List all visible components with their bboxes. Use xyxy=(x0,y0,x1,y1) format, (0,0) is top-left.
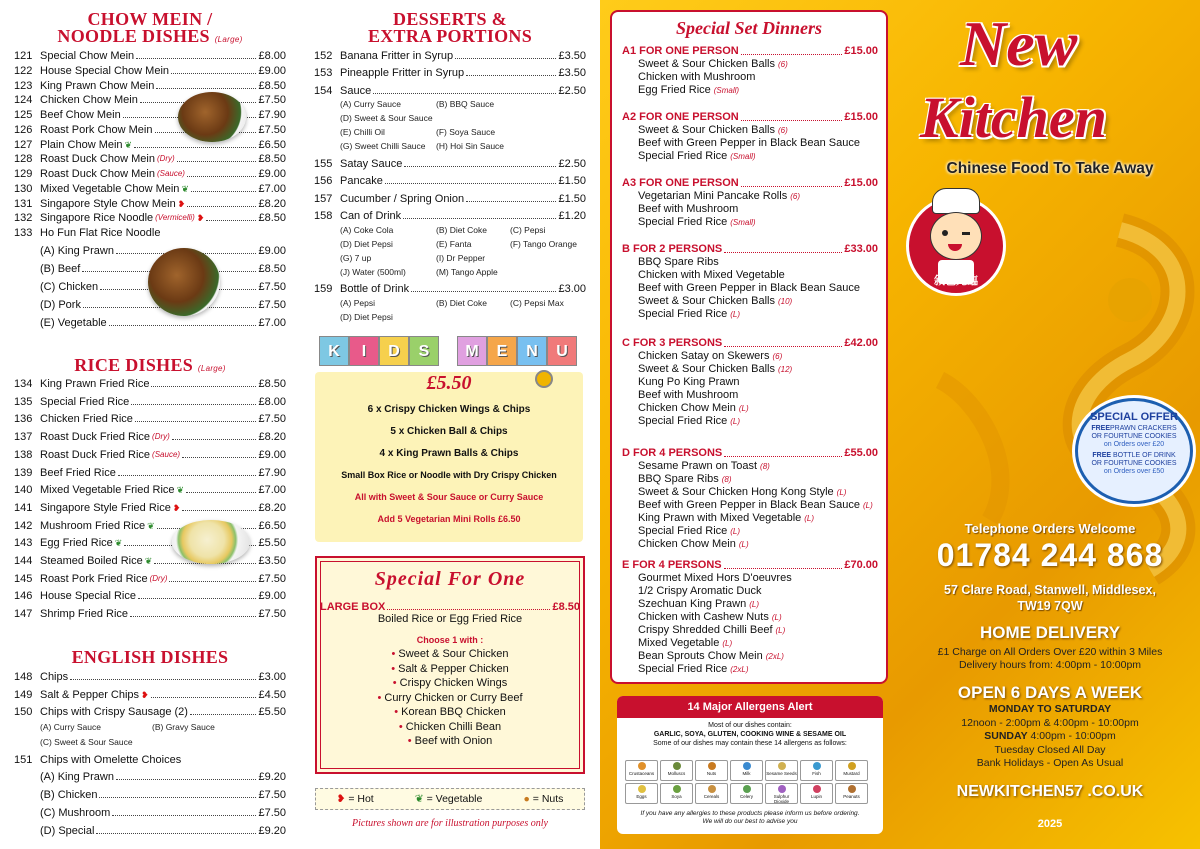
fried-rice-photo xyxy=(172,520,250,564)
delivery-info: £1 Charge on All Orders Over £20 within 3 Miles Delivery hours from: 4:00pm - 10:00pm xyxy=(937,646,1163,671)
sauce-option: (A) Curry Sauce xyxy=(340,99,401,109)
chili-icon: ❥ xyxy=(336,793,346,805)
chili-icon: ❥ xyxy=(177,198,186,209)
year: 2025 xyxy=(1037,818,1063,830)
brand-name-1: New xyxy=(960,8,1078,79)
allergen-icon: Celery xyxy=(730,783,763,804)
allergen-icon: Lupin xyxy=(800,783,833,804)
set-dinner-item: Chicken with Mushroom xyxy=(638,71,756,83)
menu-item: (D) Pork £7.50 xyxy=(40,299,286,311)
allergens-title: 14 Major Allergens Alert xyxy=(617,696,883,718)
menu-item: 125 Beef Chow Mein £7.90 xyxy=(14,109,286,121)
allergen-icon: Nuts xyxy=(695,760,728,781)
veg-icon: ❦ xyxy=(144,556,153,566)
menu-item: 153 Pineapple Fritter in Syrup £3.50 xyxy=(314,67,586,80)
set-dinner: C FOR 3 PERSONS £42.00 Chicken Satay on Skewers (6) Sweet & Sour Chicken Balls (12) Kung Po King Prawn Beef with Mushroom Chicken Chow Mein (L) Special Fried Rice (L) xyxy=(622,337,878,427)
drink-option: (I) Dr Pepper xyxy=(436,253,486,263)
veg-icon: ❦ xyxy=(124,139,133,150)
special-option: • Salt & Pepper Chicken xyxy=(391,662,509,675)
legend: ❥ = Hot ❦ = Vegetable ● = Nuts xyxy=(315,788,585,810)
set-dinner-item: Gourmet Mixed Hors D'oeuvres xyxy=(638,572,792,584)
menu-item: 143 Egg Fried Rice ❦ £5.50 xyxy=(14,537,286,550)
set-dinners-title: Special Set Dinners xyxy=(675,18,822,38)
kids-letter-block: D xyxy=(379,336,409,366)
kids-menu-blocks xyxy=(319,336,581,372)
set-dinner-item: Mixed Vegetable (L) xyxy=(638,637,733,649)
set-dinner-item: BBQ Spare Ribs (8) xyxy=(638,473,732,485)
veg-icon: ❦ xyxy=(181,183,189,194)
drink-option: (A) Pepsi xyxy=(340,298,375,308)
kids-option: 4 x King Prawn Balls & Chips xyxy=(379,448,519,459)
menu-item: 128 Roast Duck Chow Mein (Dry) £8.50 xyxy=(14,153,286,166)
drink-option: (D) Diet Pepsi xyxy=(340,312,393,322)
phone-number[interactable]: 01784 244 868 xyxy=(936,537,1164,573)
menu-item: 154 Sauce £2.50 xyxy=(314,84,586,97)
set-dinner-item: Chicken with Mixed Vegetable xyxy=(638,269,785,281)
menu-item: 146 House Special Rice £9.00 xyxy=(14,590,286,603)
allergen-icon: Milk xyxy=(730,760,763,781)
chow-mein-title: CHOW MEIN / NOODLE DISHES (Large) xyxy=(57,9,243,46)
menu-item: (D) Special £9.20 xyxy=(40,825,286,837)
allergen-icon: Sulphur Dioxide xyxy=(765,783,798,804)
allergens-footer: If you have any allergies to these products please inform us before ordering. xyxy=(640,810,860,817)
address: 57 Clare Road, Stanwell, Middlesex, TW19 7QW xyxy=(944,583,1156,613)
menu-item: 148 Chips £3.00 xyxy=(14,671,286,683)
set-dinner: E FOR 4 PERSONS £70.00 Gourmet Mixed Hors D'oeuvres 1/2 Crispy Aromatic Duck Szechuan King Prawn (L) Chicken with Cashew Nuts (L) Crispy Shredded Chilli Beef (L) Mixed Vegetable (L) Bean Sprouts Chow Mein (2xL) Special Fried Rice (2xL) xyxy=(622,559,878,675)
menu-item: 127 Plain Chow Mein ❦ £6.50 xyxy=(14,138,286,151)
set-dinner-item: Chicken Chow Mein (L) xyxy=(638,538,749,550)
drink-option: (B) Diet Coke xyxy=(436,298,488,308)
allergens-line: Most of our dishes contain: xyxy=(708,722,792,729)
set-dinner-item: Sweet & Sour Chicken Balls (10) xyxy=(638,295,793,307)
chili-icon: ❥ xyxy=(141,689,149,700)
sauce-option: (B) BBQ Sauce xyxy=(436,99,495,109)
set-dinner-item: Vegetarian Mini Pancake Rolls (6) xyxy=(638,190,800,202)
allergen-icon: Crustaceans xyxy=(625,760,658,781)
menu-item: 139 Beef Fried Rice £7.90 xyxy=(14,466,286,479)
menu-item: 158 Can of Drink £1.20 xyxy=(314,209,586,222)
veg-icon: ❦ xyxy=(414,793,424,805)
set-dinner-item: King Prawn with Mixed Vegetable (L) xyxy=(638,512,815,524)
sauce-option: (G) Sweet Chilli Sauce xyxy=(340,141,426,151)
drink-option: (M) Tango Apple xyxy=(436,267,498,277)
set-dinner-item: Kung Po King Prawn xyxy=(638,376,740,388)
kids-letter-block: M xyxy=(457,336,487,366)
toy-icon xyxy=(535,370,553,388)
menu-item: 151 Chips with Omelette Choices xyxy=(14,754,182,766)
menu-item: 152 Banana Fritter in Syrup £3.50 xyxy=(314,50,586,62)
set-dinner-item: Beef with Mushroom xyxy=(638,203,739,215)
menu-panel-noodles-rice xyxy=(0,0,300,849)
chili-icon: ❥ xyxy=(196,213,205,224)
menu-item: 124 Chicken Chow Mein £7.50 xyxy=(14,94,286,107)
kids-price: £5.50 xyxy=(426,372,472,394)
special-option: • Korean BBQ Chicken xyxy=(394,706,506,718)
special-option: • Curry Chicken or Curry Beef xyxy=(377,691,523,704)
set-dinners-box xyxy=(610,10,888,684)
kids-letter-block: S xyxy=(409,336,439,366)
drink-option: (F) Tango Orange xyxy=(510,239,577,249)
special-option: • Crispy Chicken Wings xyxy=(392,677,508,689)
rice-title: RICE DISHES (Large) xyxy=(74,355,226,375)
allergens-footer: We will do our best to advise you xyxy=(702,818,798,825)
large-box-sub: Boiled Rice or Egg Fried Rice xyxy=(377,613,523,625)
drink-option: (E) Fanta xyxy=(436,239,472,249)
menu-item: 144 Steamed Boiled Rice ❦ £3.50 xyxy=(14,555,286,567)
special-for-one-title: Special For One xyxy=(374,568,526,590)
menu-item: 138 Roast Duck Fried Rice (Sauce) £9.00 xyxy=(14,448,286,461)
set-dinner-item: Chicken Satay on Skewers (6) xyxy=(638,350,783,362)
menu-item: 123 King Prawn Chow Mein £8.50 xyxy=(14,79,286,92)
kids-letter-block: U xyxy=(547,336,577,366)
menu-item: 129 Roast Duck Chow Mein (Sauce) £9.00 xyxy=(14,168,286,180)
desserts-title: DESSERTS & EXTRA PORTIONS xyxy=(367,9,533,46)
menu-item: 136 Chicken Fried Rice £7.50 xyxy=(14,413,286,426)
set-dinner-item: Special Fried Rice (L) xyxy=(638,525,741,537)
brand-area xyxy=(900,0,1200,849)
sauce-option: (D) Sweet & Sour Sauce xyxy=(340,113,433,123)
menu-item: 142 Mushroom Fried Rice ❦ £6.50 xyxy=(14,519,286,532)
set-dinner-item: Szechuan King Prawn (L) xyxy=(638,598,760,610)
sauce-option: (E) Chilli Oil xyxy=(340,127,385,137)
set-dinner: A2 FOR ONE PERSON £15.00 Sweet & Sour Chicken Balls (6) Beef with Green Pepper in Black Bean Sauce Special Fried Rice (Small) xyxy=(622,111,878,162)
menu-item: 135 Special Fried Rice £8.00 xyxy=(14,395,286,408)
kids-option: 5 x Chicken Ball & Chips xyxy=(390,426,508,437)
set-dinner-item: BBQ Spare Ribs xyxy=(638,256,719,268)
set-dinner-item: Sesame Prawn on Toast (8) xyxy=(638,460,770,472)
sauce-option: (B) Gravy Sauce xyxy=(152,722,215,732)
sauce-option: (A) Curry Sauce xyxy=(40,722,101,732)
menu-item: 157 Cucumber / Spring Onion £1.50 xyxy=(314,192,586,205)
menu-item: 133 Ho Fun Flat Rice Noodle xyxy=(14,227,161,239)
menu-item: 149 Salt & Pepper Chips ❥ £4.50 xyxy=(14,688,286,701)
menu-item: 159 Bottle of Drink £3.00 xyxy=(314,283,586,295)
brand-name-2: Kitchen xyxy=(920,85,1107,150)
telephone-label: Telephone Orders Welcome xyxy=(964,521,1136,536)
menu-item: 134 King Prawn Fried Rice £8.50 xyxy=(14,378,286,390)
menu-panel-sets-brand xyxy=(600,0,1200,849)
menu-item: (C) Chicken £7.50 xyxy=(40,281,286,293)
set-dinner-item: Sweet & Sour Chicken Balls (6) xyxy=(638,58,788,70)
allergen-icon: Mustard xyxy=(835,760,868,781)
sauce-option: (F) Soya Sauce xyxy=(436,127,496,137)
special-option: • Chicken Chilli Bean xyxy=(398,720,502,733)
menu-item: 121 Special Chow Mein £8.00 xyxy=(14,50,286,62)
nuts-icon: ● xyxy=(523,793,530,805)
menu-item: (E) Vegetable £7.00 xyxy=(40,317,286,329)
drink-option: (C) Pepsi Max xyxy=(510,298,564,308)
menu-item: 156 Pancake £1.50 xyxy=(314,175,586,188)
set-dinner-item: Beef with Green Pepper in Black Bean Sauce xyxy=(638,282,860,294)
menu-item: (C) Mushroom £7.50 xyxy=(40,807,286,819)
veg-icon: ❦ xyxy=(147,520,155,531)
sauce-option: (C) Sweet & Sour Sauce xyxy=(40,737,133,747)
menu-item: 150 Chips with Crispy Sausage (2) £5.50 xyxy=(14,706,286,718)
allergen-icon: Molluscs xyxy=(660,760,693,781)
drink-option: (A) Coke Cola xyxy=(340,225,394,235)
drink-option: (C) Pepsi xyxy=(510,225,546,235)
set-dinner-item: Sweet & Sour Chicken Balls (6) xyxy=(638,124,788,136)
set-dinner-item: Beef with Green Pepper in Black Bean Sauce (L) xyxy=(638,499,873,511)
kids-note: All with Sweet & Sour Sauce or Curry Sauce xyxy=(354,492,544,502)
set-dinner-item: Crispy Shredded Chilli Beef (L) xyxy=(638,624,786,636)
special-offer-seal: SPECIAL OFFER FREEPRAWN CRACKERS OR FOURTUNE COOKIES on Orders over £20 FREE BOTTLE OF DRINK OR FOURTUNE COOKIES on Orders over £50 xyxy=(1075,398,1193,504)
set-dinner-item: Bean Sprouts Chow Mein (2xL) xyxy=(638,650,784,662)
kids-letter-block: E xyxy=(487,336,517,366)
kids-note: Add 5 Vegetarian Mini Rolls £6.50 xyxy=(377,514,521,524)
allergen-icon: Sesame Seeds xyxy=(765,760,798,781)
menu-item: (A) King Prawn £9.20 xyxy=(40,771,286,783)
menu-panel-desserts xyxy=(300,0,600,849)
menu-item: 126 Roast Pork Chow Mein £7.50 xyxy=(14,123,286,136)
set-dinner-item: Special Fried Rice (L) xyxy=(638,308,741,320)
set-dinner: A3 FOR ONE PERSON £15.00 Vegetarian Mini Pancake Rolls (6) Beef with Mushroom Special Fried Rice (Small) xyxy=(622,177,878,228)
drink-option: (G) 7 up xyxy=(340,253,372,263)
chef-chinese-text: 敘包光臨 xyxy=(934,275,978,287)
allergen-icon: Fish xyxy=(800,760,833,781)
kids-menu-box xyxy=(315,343,583,542)
menu-item: 155 Satay Sauce £2.50 xyxy=(314,158,586,170)
special-option: • Beef with Onion xyxy=(407,735,493,747)
menu-item: 132 Singapore Rice Noodle (Vermicelli) ❥ £8.50 xyxy=(14,212,286,225)
kids-option: Small Box Rice or Noodle with Dry Crispy Chicken xyxy=(341,470,557,480)
veg-icon: ❦ xyxy=(176,485,185,496)
allergen-icon: Eggs xyxy=(625,783,658,804)
set-dinner: A1 FOR ONE PERSON £15.00 Sweet & Sour Chicken Balls (6) Chicken with Mushroom Egg Fried Rice (Small) xyxy=(622,45,878,96)
menu-item: 147 Shrimp Fried Rice £7.50 xyxy=(14,608,286,621)
menu-item: 141 Singapore Style Fried Rice ❥ £8.20 xyxy=(14,501,286,514)
menu-item: 131 Singapore Style Chow Mein ❥ £8.20 xyxy=(14,197,286,210)
set-dinner-item: Beef with Green Pepper in Black Bean Sauce xyxy=(638,137,860,149)
special-for-one-box xyxy=(315,556,585,774)
set-dinner-item: Egg Fried Rice (Small) xyxy=(638,84,740,96)
chef-mascot xyxy=(904,188,1008,300)
drink-option: (J) Water (500ml) xyxy=(340,267,406,277)
set-dinner-item: Special Fried Rice (L) xyxy=(638,415,741,427)
tagline: Chinese Food To Take Away xyxy=(946,160,1154,177)
ho-fun-photo xyxy=(148,248,220,316)
chili-icon: ❥ xyxy=(172,502,181,513)
website[interactable]: NEWKITCHEN57 .CO.UK xyxy=(956,783,1144,800)
set-dinner-item: Sweet & Sour Chicken Balls (12) xyxy=(638,363,793,375)
opening-hours: MONDAY TO SATURDAY 12noon - 2:00pm & 4:00pm - 10:00pm SUNDAY 4:00pm - 10:00pm Tuesday Closed All Day Bank Holidays - Open As Usual xyxy=(961,703,1139,769)
set-dinner-item: 1/2 Crispy Aromatic Duck xyxy=(638,585,762,597)
allergens-line: GARLIC, SOYA, GLUTEN, COOKING WINE & SESAME OIL xyxy=(653,731,847,738)
allergens-box xyxy=(617,696,883,834)
allergen-icon: Peanuts xyxy=(835,783,868,804)
menu-item: (B) Beef £8.50 xyxy=(40,263,286,275)
sauce-option: (H) Hoi Sin Sauce xyxy=(436,141,505,151)
kids-letter-block: I xyxy=(349,336,379,366)
menu-item: (B) Chicken £7.50 xyxy=(40,789,286,801)
kids-letter-block: N xyxy=(517,336,547,366)
set-dinner-item: Chicken with Cashew Nuts (L) xyxy=(638,611,782,623)
special-option: • Sweet & Sour Chicken xyxy=(391,648,509,660)
english-title: ENGLISH DISHES xyxy=(71,647,229,667)
allergen-icon: Soya xyxy=(660,783,693,804)
veg-icon: ❦ xyxy=(114,538,123,549)
menu-item: 140 Mixed Vegetable Fried Rice ❦ £7.00 xyxy=(14,484,286,497)
set-dinner-item: Sweet & Sour Chicken Hong Kong Style (L) xyxy=(638,486,847,498)
kids-letter-block: K xyxy=(319,336,349,366)
set-dinner-item: Special Fried Rice (Small) xyxy=(638,216,756,228)
chow-mein-photo xyxy=(178,92,246,142)
set-dinner-item: Chicken Chow Mein (L) xyxy=(638,402,749,414)
home-delivery-title: HOME DELIVERY xyxy=(979,623,1121,642)
kids-option: 6 x Crispy Chicken Wings & Chips xyxy=(367,404,531,415)
drink-option: (D) Diet Pepsi xyxy=(340,239,393,249)
menu-item: 137 Roast Duck Fried Rice (Dry) £8.20 xyxy=(14,431,286,444)
set-dinner: D FOR 4 PERSONS £55.00 Sesame Prawn on Toast (8) BBQ Spare Ribs (8) Sweet & Sour Chicken Hong Kong Style (L) Beef with Green Pepper in Black Bean Sauce (L) King Prawn with Mixed Vegetable (L) Special Fried Rice (L) Chicken Chow Mein (L) xyxy=(622,447,878,550)
menu-item: 145 Roast Pork Fried Rice (Dry) £7.50 xyxy=(14,572,286,585)
disclaimer: Pictures shown are for illustration purposes only xyxy=(352,818,548,829)
allergen-icon: Cereals xyxy=(695,783,728,804)
choose-label: Choose 1 with : xyxy=(416,635,484,645)
set-dinner: B FOR 2 PERSONS £33.00 BBQ Spare Ribs Chicken with Mixed Vegetable Beef with Green Pepper in Black Bean Sauce Sweet & Sour Chicken Balls (10) Special Fried Rice (L) xyxy=(622,243,878,320)
large-box-row: LARGE BOX £8.50 xyxy=(320,601,580,613)
menu-item: 122 House Special Chow Mein £9.00 xyxy=(14,64,286,77)
allergens-line: Some of our dishes may contain these 14 allergens as follows: xyxy=(653,740,847,747)
set-dinner-item: Special Fried Rice (Small) xyxy=(638,150,756,162)
set-dinner-item: Beef with Mushroom xyxy=(638,389,739,401)
drink-option: (B) Diet Coke xyxy=(436,225,488,235)
opening-title: OPEN 6 DAYS A WEEK xyxy=(957,683,1143,702)
menu-item: 130 Mixed Vegetable Chow Mein ❦ £7.00 xyxy=(14,182,286,195)
menu-item: (A) King Prawn £9.00 xyxy=(40,245,286,257)
set-dinner-item: Special Fried Rice (2xL) xyxy=(638,663,749,675)
